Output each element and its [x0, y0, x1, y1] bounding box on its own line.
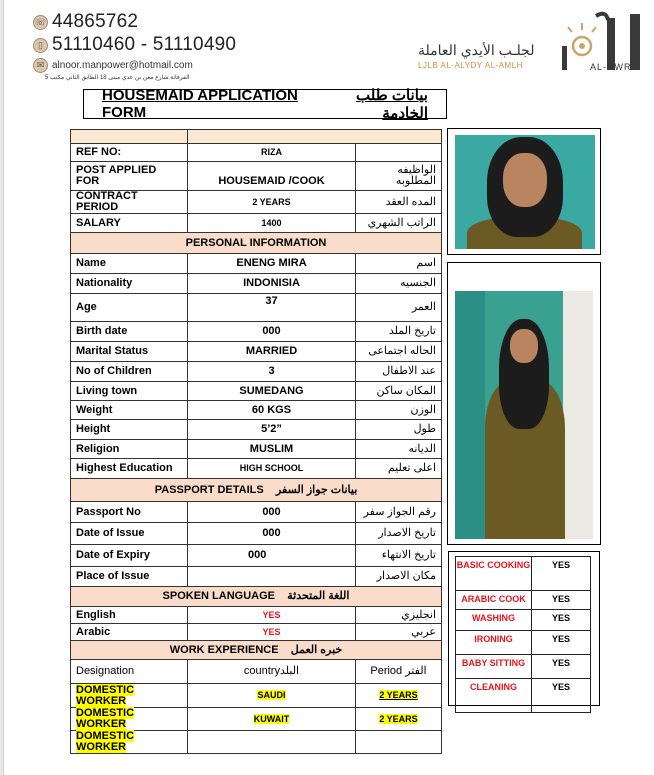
field-value: YES [188, 607, 356, 624]
table-row [71, 162, 442, 191]
blank-cell [188, 130, 442, 144]
country-cell [188, 708, 356, 731]
skill-name: BABY SITTING [456, 655, 532, 679]
section-header [71, 233, 442, 254]
field-value: INDONISIA [188, 274, 356, 294]
period-value: 2 YEARS [379, 713, 418, 724]
field-label-arabic: تاريخ الاصدار [356, 523, 442, 545]
blank-cell [71, 130, 188, 144]
field-value: HOUSEMAID /COOK [188, 162, 356, 191]
table-row [71, 523, 442, 545]
field-value: ENENG MIRA [188, 254, 356, 274]
field-value [188, 567, 356, 587]
field-label-arabic: مكان الاصدار [356, 567, 442, 587]
skill-row [456, 591, 591, 610]
field-value: 3 [188, 362, 356, 382]
table-row [71, 130, 442, 144]
table-row [71, 401, 442, 420]
field-value: 60 KGS [188, 401, 356, 420]
table-row [71, 191, 442, 214]
brand-name-latin: LJLB AL-ALYDY AL-AMLH [418, 61, 523, 70]
field-label-arabic: الراتب الشهري [356, 214, 442, 233]
section-header [71, 479, 442, 502]
field-label-arabic: الجنسيه [356, 274, 442, 294]
table-row [71, 684, 442, 708]
table-row [71, 660, 442, 684]
email-icon: ✉ [33, 58, 48, 73]
field-value: HIGH SCHOOL [188, 459, 356, 479]
skills-table [455, 556, 591, 713]
field-label: Marital Status [71, 342, 188, 362]
field-label-arabic: المده العقد [356, 191, 442, 214]
country-value: SAUDI [257, 690, 286, 700]
field-label-arabic: طول [356, 420, 442, 440]
field-value: 1400 [188, 214, 356, 233]
column-header-country: countryالبلد [188, 660, 356, 684]
address: الفرفانة شارع معن بن عدي مبنى 18 الطابق الثاني مكتب 5 [45, 75, 190, 81]
skill-name: BASIC COOKING [456, 557, 532, 591]
table-row [71, 294, 442, 322]
field-label: POST APPLIED FOR [71, 162, 188, 191]
table-row [71, 342, 442, 362]
passport-details-title-arabic: بيانات جواز السفر [275, 483, 358, 496]
field-label: Living town [71, 382, 188, 401]
full-body-photo-frame [447, 262, 601, 545]
field-label: Passport No [71, 502, 188, 523]
al-nwr-logo [552, 10, 652, 75]
form-title-arabic: بيانات طلب الخادمة [356, 87, 428, 122]
field-label: Place of Issue [71, 567, 188, 587]
phone-icon: ☏ [33, 15, 48, 30]
field-value: 2 YEARS [188, 191, 356, 214]
table-row [71, 274, 442, 294]
field-label: Highest Education [71, 459, 188, 479]
field-label-arabic: انجليزي [356, 607, 442, 624]
field-value: MUSLIM [188, 440, 356, 459]
field-label-arabic: عند الاطفال [356, 362, 442, 382]
table-row [71, 624, 442, 641]
column-header-designation: Designation [71, 660, 188, 684]
period-value: 2 YEARS [379, 690, 418, 700]
email-line [33, 58, 193, 73]
skill-row [456, 557, 591, 591]
field-value: SUMEDANG [188, 382, 356, 401]
skill-value: YES [532, 631, 591, 655]
mobile-numbers: 51110460 - 51110490 [52, 34, 237, 55]
application-table [70, 129, 442, 754]
field-label-arabic: اسم [356, 254, 442, 274]
table-row [71, 607, 442, 624]
table-row [71, 233, 442, 254]
phone-line [33, 11, 138, 33]
field-label-arabic: العمر [356, 294, 442, 322]
table-row [71, 459, 442, 479]
field-label: Name [71, 254, 188, 274]
field-label: Birth date [71, 322, 188, 342]
table-row [71, 420, 442, 440]
table-row [71, 440, 442, 459]
brand-name-arabic: لجلـب الأيدي العاملة [418, 42, 535, 58]
field-label-arabic: الوزن [356, 401, 442, 420]
designation-value: DOMESTIC WORKER [76, 683, 135, 707]
personal-information-title: PERSONAL INFORMATION [185, 236, 327, 249]
skill-name: WASHING [456, 610, 532, 631]
work-experience-title: WORK EXPERIENCE [169, 643, 279, 656]
designation-value: DOMESTIC WORKER [76, 730, 135, 753]
column-header-period: Period الفتر [356, 660, 442, 684]
skill-row [456, 679, 591, 713]
field-label-arabic: الواظيفه المطلوبه [356, 162, 442, 191]
section-header [71, 587, 442, 607]
form-title-english: HOUSEMAID APPLICATION FORM [102, 87, 298, 121]
skill-row [456, 655, 591, 679]
field-label: Age [71, 294, 188, 322]
designation-cell [71, 731, 188, 754]
field-value: 000 [188, 502, 356, 523]
field-label-arabic [356, 144, 442, 162]
field-value: YES [188, 624, 356, 641]
table-row [71, 545, 442, 567]
table-row [71, 214, 442, 233]
field-value: 000 [188, 322, 356, 342]
svg-text:AL-NWR: AL-NWR [590, 62, 632, 72]
field-label-arabic: تاريخ الملد [356, 322, 442, 342]
spoken-language-title: SPOKEN LANGUAGE [162, 590, 275, 602]
table-row [71, 479, 442, 502]
email-address: alnoor.manpower@hotmail.com [52, 60, 193, 71]
field-label: Weight [71, 401, 188, 420]
skill-value: YES [532, 610, 591, 631]
table-row [71, 382, 442, 401]
work-experience-title-arabic: خبره العمل [290, 643, 343, 656]
portrait-photo-frame [447, 128, 601, 255]
passport-details-title: PASSPORT DETAILS [154, 483, 264, 496]
mobile-icon: ▯ [33, 38, 48, 53]
period-cell [356, 731, 442, 754]
field-label: CONTRACT PERIOD [71, 191, 188, 214]
skill-value: YES [532, 557, 591, 591]
field-value: 5’2” [188, 420, 356, 440]
skill-value: YES [532, 655, 591, 679]
designation-value: DOMESTIC WORKER [76, 707, 135, 730]
table-row [71, 322, 442, 342]
skill-row [456, 631, 591, 655]
field-label-arabic: الديانه [356, 440, 442, 459]
field-label-arabic: المكان ساكن [356, 382, 442, 401]
field-label: SALARY [71, 214, 188, 233]
field-label: REF NO: [71, 144, 188, 162]
field-value: 37 [188, 294, 356, 322]
table-row [71, 708, 442, 731]
table-row [71, 362, 442, 382]
period-cell [356, 684, 442, 708]
field-label-arabic: عربي [356, 624, 442, 641]
table-row [71, 731, 442, 754]
skill-name: IRONING [456, 631, 532, 655]
table-row [71, 502, 442, 523]
field-label: Nationality [71, 274, 188, 294]
skill-row [456, 610, 591, 631]
form-title-box [83, 87, 447, 122]
table-row [71, 587, 442, 607]
field-label-arabic: الحاله اجتماعى [356, 342, 442, 362]
field-label: Religion [71, 440, 188, 459]
field-label-arabic: اعلى تعليم [356, 459, 442, 479]
spoken-language-title-arabic: اللغة المتحدثة [287, 590, 350, 602]
field-label-arabic: تاريخ الانتهاء [356, 545, 442, 567]
country-value: KUWAIT [253, 713, 290, 724]
field-value: RIZA [188, 144, 356, 162]
country-cell [188, 684, 356, 708]
field-value: 000 [188, 523, 356, 545]
page-margin [0, 0, 4, 775]
field-label: Date of Expiry [71, 545, 188, 567]
skill-name: ARABIC COOK [456, 591, 532, 610]
skill-value: YES [532, 591, 591, 610]
section-header [71, 641, 442, 660]
designation-cell [71, 684, 188, 708]
field-label: Date of Issue [71, 523, 188, 545]
field-label: English [71, 607, 188, 624]
field-label: Height [71, 420, 188, 440]
designation-cell [71, 708, 188, 731]
period-cell [356, 708, 442, 731]
mobile-line [33, 34, 236, 56]
skill-name: CLEANING [456, 679, 532, 713]
portrait-photo [455, 135, 595, 249]
table-row [71, 254, 442, 274]
field-value: MARRIED [188, 342, 356, 362]
phone-number: 44865762 [52, 11, 139, 32]
table-row [71, 144, 442, 162]
full-body-photo [455, 291, 593, 539]
field-value: 000 [188, 545, 356, 567]
field-label: Arabic [71, 624, 188, 641]
skill-value: YES [532, 679, 591, 713]
field-label: No of Children [71, 362, 188, 382]
table-row [71, 567, 442, 587]
table-row [71, 641, 442, 660]
country-cell [188, 731, 356, 754]
field-label-arabic: رقم الجواز سفر [356, 502, 442, 523]
